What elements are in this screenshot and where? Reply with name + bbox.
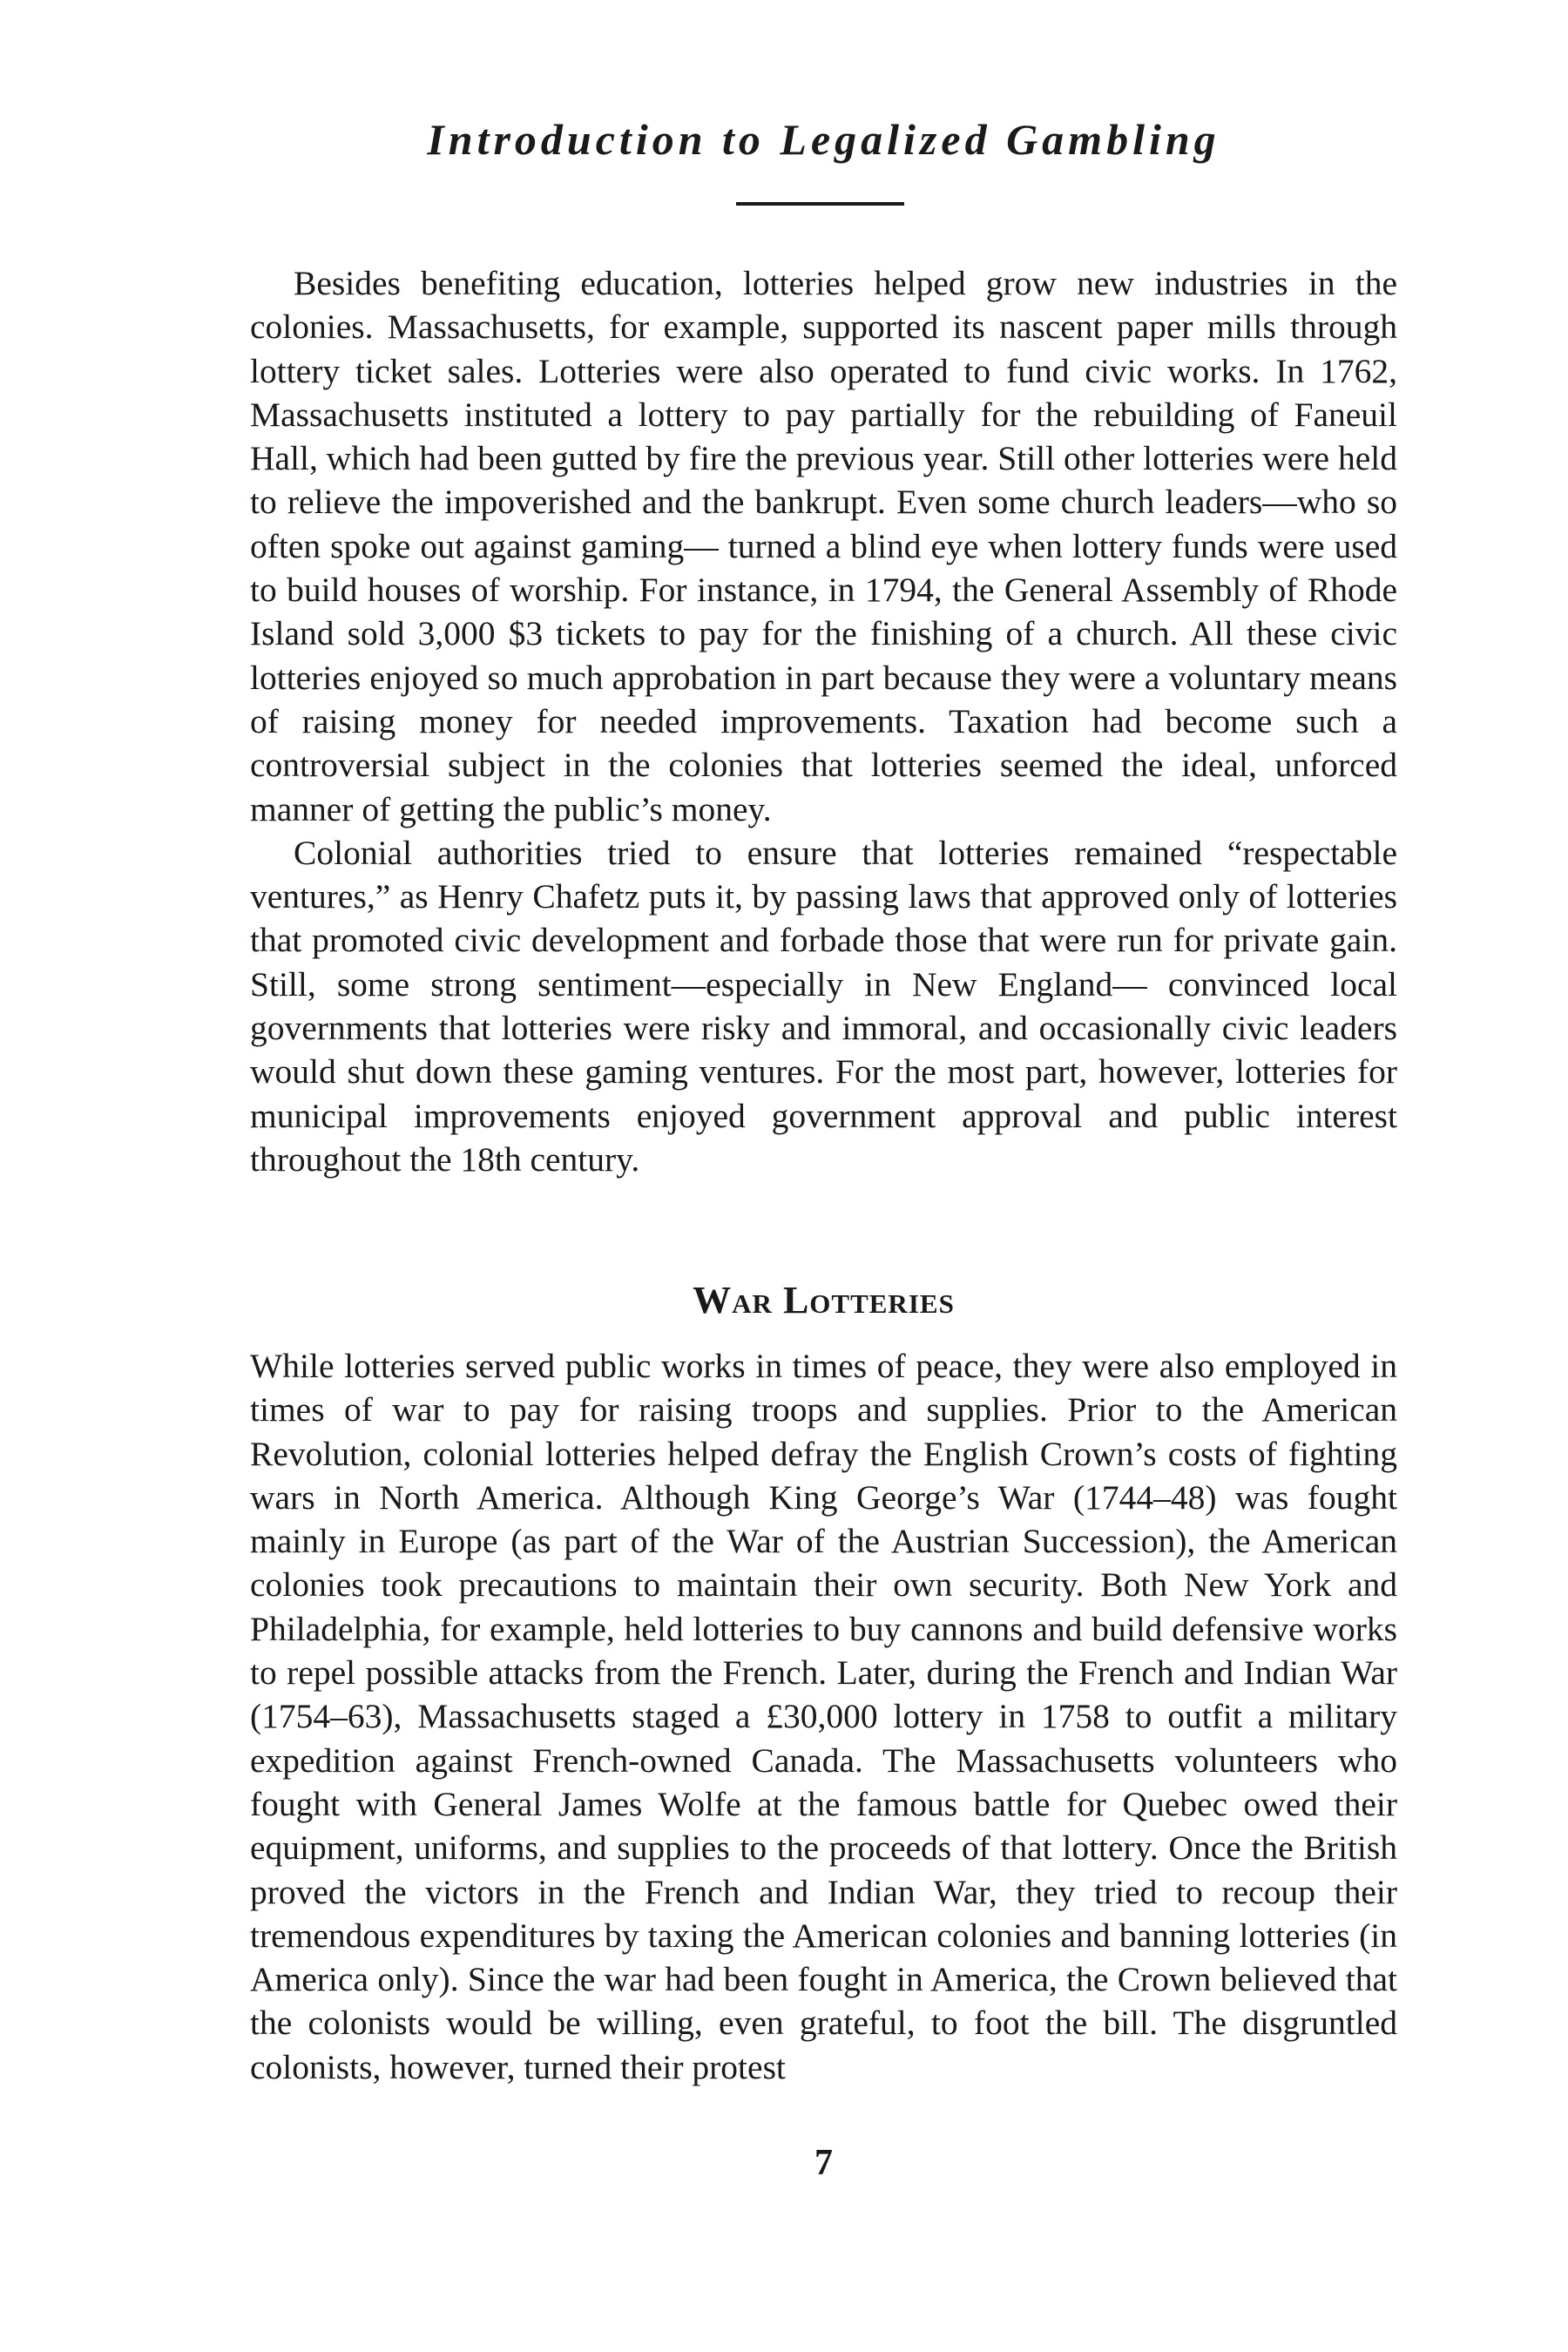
section-heading-war-lotteries: War Lotteries [693,1279,955,1321]
page-number: 7 [814,2143,833,2183]
paragraph-colonial-authorities: Colonial authorities tried to ensure that lotteries remained “respectable ventures,” as Henry Chafetz puts it, by passing laws that approved only of lotteries that promoted civic development and forbade those that were run for private gain. Still, some strong sentiment—especially in New England— convinced local governments that lotteries were risky and immoral, and occasionally civic leaders would shut down these gaming ventures. For the most part, however, lotteries for municipal improvements enjoyed government approval and public interest throughout the 18th century. [250,833,1397,1179]
header-rule [736,202,904,206]
paragraph-lotteries-civic-works: Besides benefiting education, lotteries helped grow new industries in the colonies. Massachusetts, for example, supported its nascent paper mills through lottery ticket sales. Lotteries were also operated to fund civic works. In 1762, Massachusetts instituted a lottery to pay partially for the rebuilding of Faneuil Hall, which had been gutted by fire the previous year. Still other lotteries were held to relieve the impoverished and the bankrupt. Even some church leaders—who so often spoke out against gaming— turned a blind eye when lottery funds were used to build houses of worship. For instance, in 1794, the General Assembly of Rhode Island sold 3,000 $3 tickets to pay for the finishing of a church. All these civic lotteries enjoyed so much approbation in part because they were a voluntary means of raising money for needed improvements. Taxation had become such a controversial subject in the colonies that lotteries seemed the ideal, unforced manner of getting the public’s money. [250,264,1397,828]
section-body-intro [250,261,1397,1181]
running-title: Introduction to Legalized Gambling [427,115,1220,164]
book-page [250,0,1397,2352]
section-body-war-lotteries [250,1344,1397,2089]
paragraph-war-lotteries: While lotteries served public works in times of peace, they were also employed in times of war to pay for raising troops and supplies. Prior to the American Revolution, colonial lotteries helped defray the English Crown’s costs of fighting wars in North America. Although King George’s War (1744–48) was fought mainly in Europe (as part of the War of the Austrian Succession), the American colonies took precautions to maintain their own security. Both New York and Philadelphia, for example, held lotteries to buy cannons and build defensive works to repel possible attacks from the French. Later, during the French and Indian War (1754–63), Massachusetts staged a £30,000 lottery in 1758 to outfit a military expedition against French-owned Canada. The Massachusetts volunteers who fought with General James Wolfe at the famous battle for Quebec owed their equipment, uniforms, and supplies to the proceeds of that lottery. Once the British proved the victors in the French and Indian War, they tried to recoup their tremendous expenditures by taxing the American colonies and banning lotteries (in America only). Since the war had been fought in America, the Crown believed that the colonists would be willing, even grateful, to foot the bill. The disgruntled colonists, however, turned their protest [250,1347,1397,2086]
